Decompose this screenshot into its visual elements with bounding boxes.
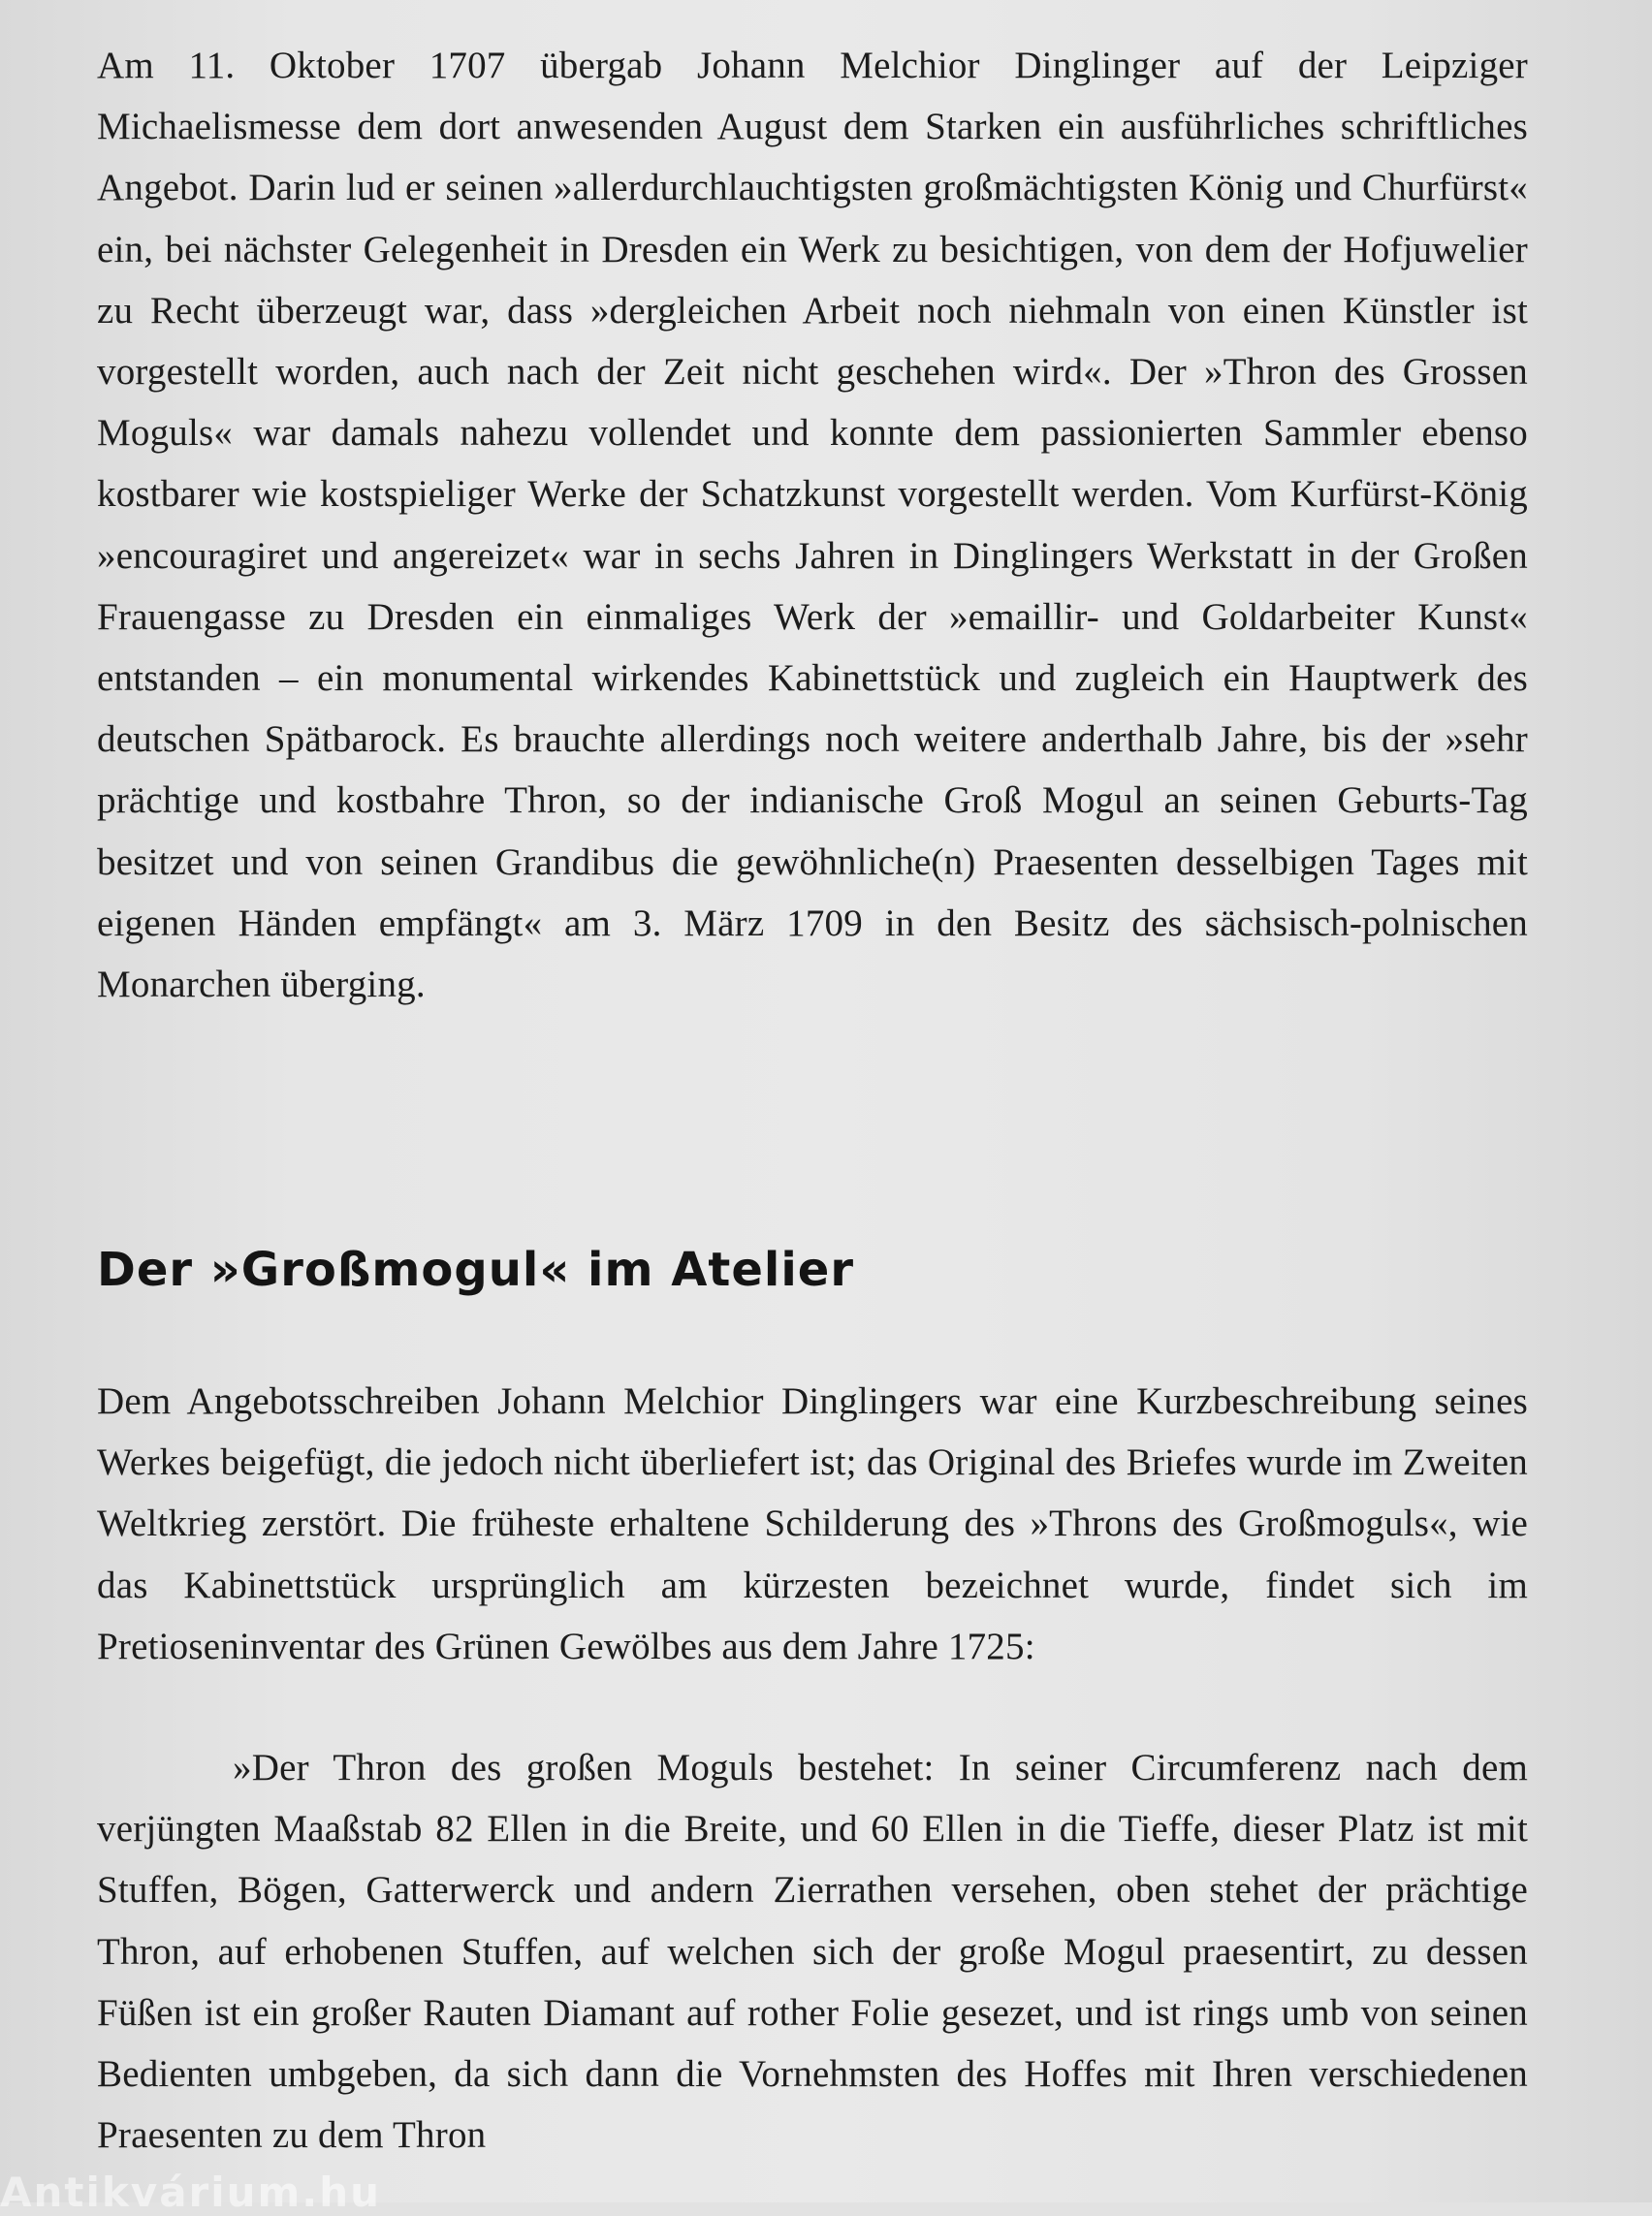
- section-heading: Der »Großmogul« im Atelier: [97, 1243, 855, 1297]
- paragraph-offer-letter: Dem Angebotsschreiben Johann Melchior Dinglingers war eine Kurzbeschreibung seines Werkes beigefügt, die jedoch nicht überliefert ist; das Original des Briefes wurde im Zweiten Weltkrieg zerstört. Die früheste erhaltene Schilderung des »Throns des Großmoguls«, wie das Kabinettstück ursprünglich am kürzesten bezeichnet wurde, findet sich im Pretioseninventar des Grünen Gewölbes aus dem Jahre 1725:: [97, 1380, 1528, 1667]
- paragraph-inventory-quote: »Der Thron des großen Moguls bestehet: In seiner Circumferenz nach dem verjüngten Maaßstab 82 Ellen in die Breite, und 60 Ellen in die Tieffe, dieser Platz ist mit Stuffen, Bögen, Gatterwerck und andern Zierrathen versehen, oben stehet der prächtige Thron, auf erhobenen Stuffen, auf welchen sich der große Mogul praesentirt, zu dessen Füßen ist ein großer Rauten Diamant auf rother Folie gesezet, und ist rings umb von seinen Bedienten umbgeben, da sich dann die Vornehmsten des Hoffes mit Ihren verschiedenen Praesenten zu dem Thron: [97, 1747, 1528, 2157]
- watermark: Antikvárium.hu: [0, 2169, 382, 2216]
- paragraph-intro: Am 11. Oktober 1707 übergab Johann Melchior Dinglinger auf der Leipziger Michaelismesse dem dort anwesenden August dem Starken ein ausführliches schriftliches Angebot. Darin lud er seinen »allerdurchlauchtigsten großmächtigsten König und Churfürst« ein, bei nächster Gelegenheit in Dresden ein Werk zu besichtigen, von dem der Hofjuwelier zu Recht überzeugt war, dass »dergleichen Arbeit noch niehmaln von einen Künstler ist vorgestellt worden, auch nach der Zeit nicht geschehen wird«. Der »Thron des Grossen Moguls« war damals nahezu vollendet und konnte dem passionierten Sammler ebenso kostbarer wie kostspieliger Werke der Schatzkunst vorgestellt werden. Vom Kurfürst-König »encouragiret und angereizet« war in sechs Jahren in Dinglingers Werkstatt in der Großen Frauengasse zu Dresden ein einmaliges Werk der »emaillir- und Goldarbeiter Kunst« entstanden – ein monumental wirkendes Kabinettstück und zugleich ein Hauptwerk des deutschen Spätbarock. Es brauchte allerdings noch weitere anderthalb Jahre, bis der »sehr prächtige und kostbahre Thron, so der indianische Groß Mogul an seinen Geburts-Tag besitzet und von seinen Grandibus die gewöhnliche(n) Praesenten desselbigen Tages mit eigenen Händen empfängt« am 3. März 1709 in den Besitz des sächsisch-polnischen Monarchen überging.: [97, 45, 1528, 1006]
